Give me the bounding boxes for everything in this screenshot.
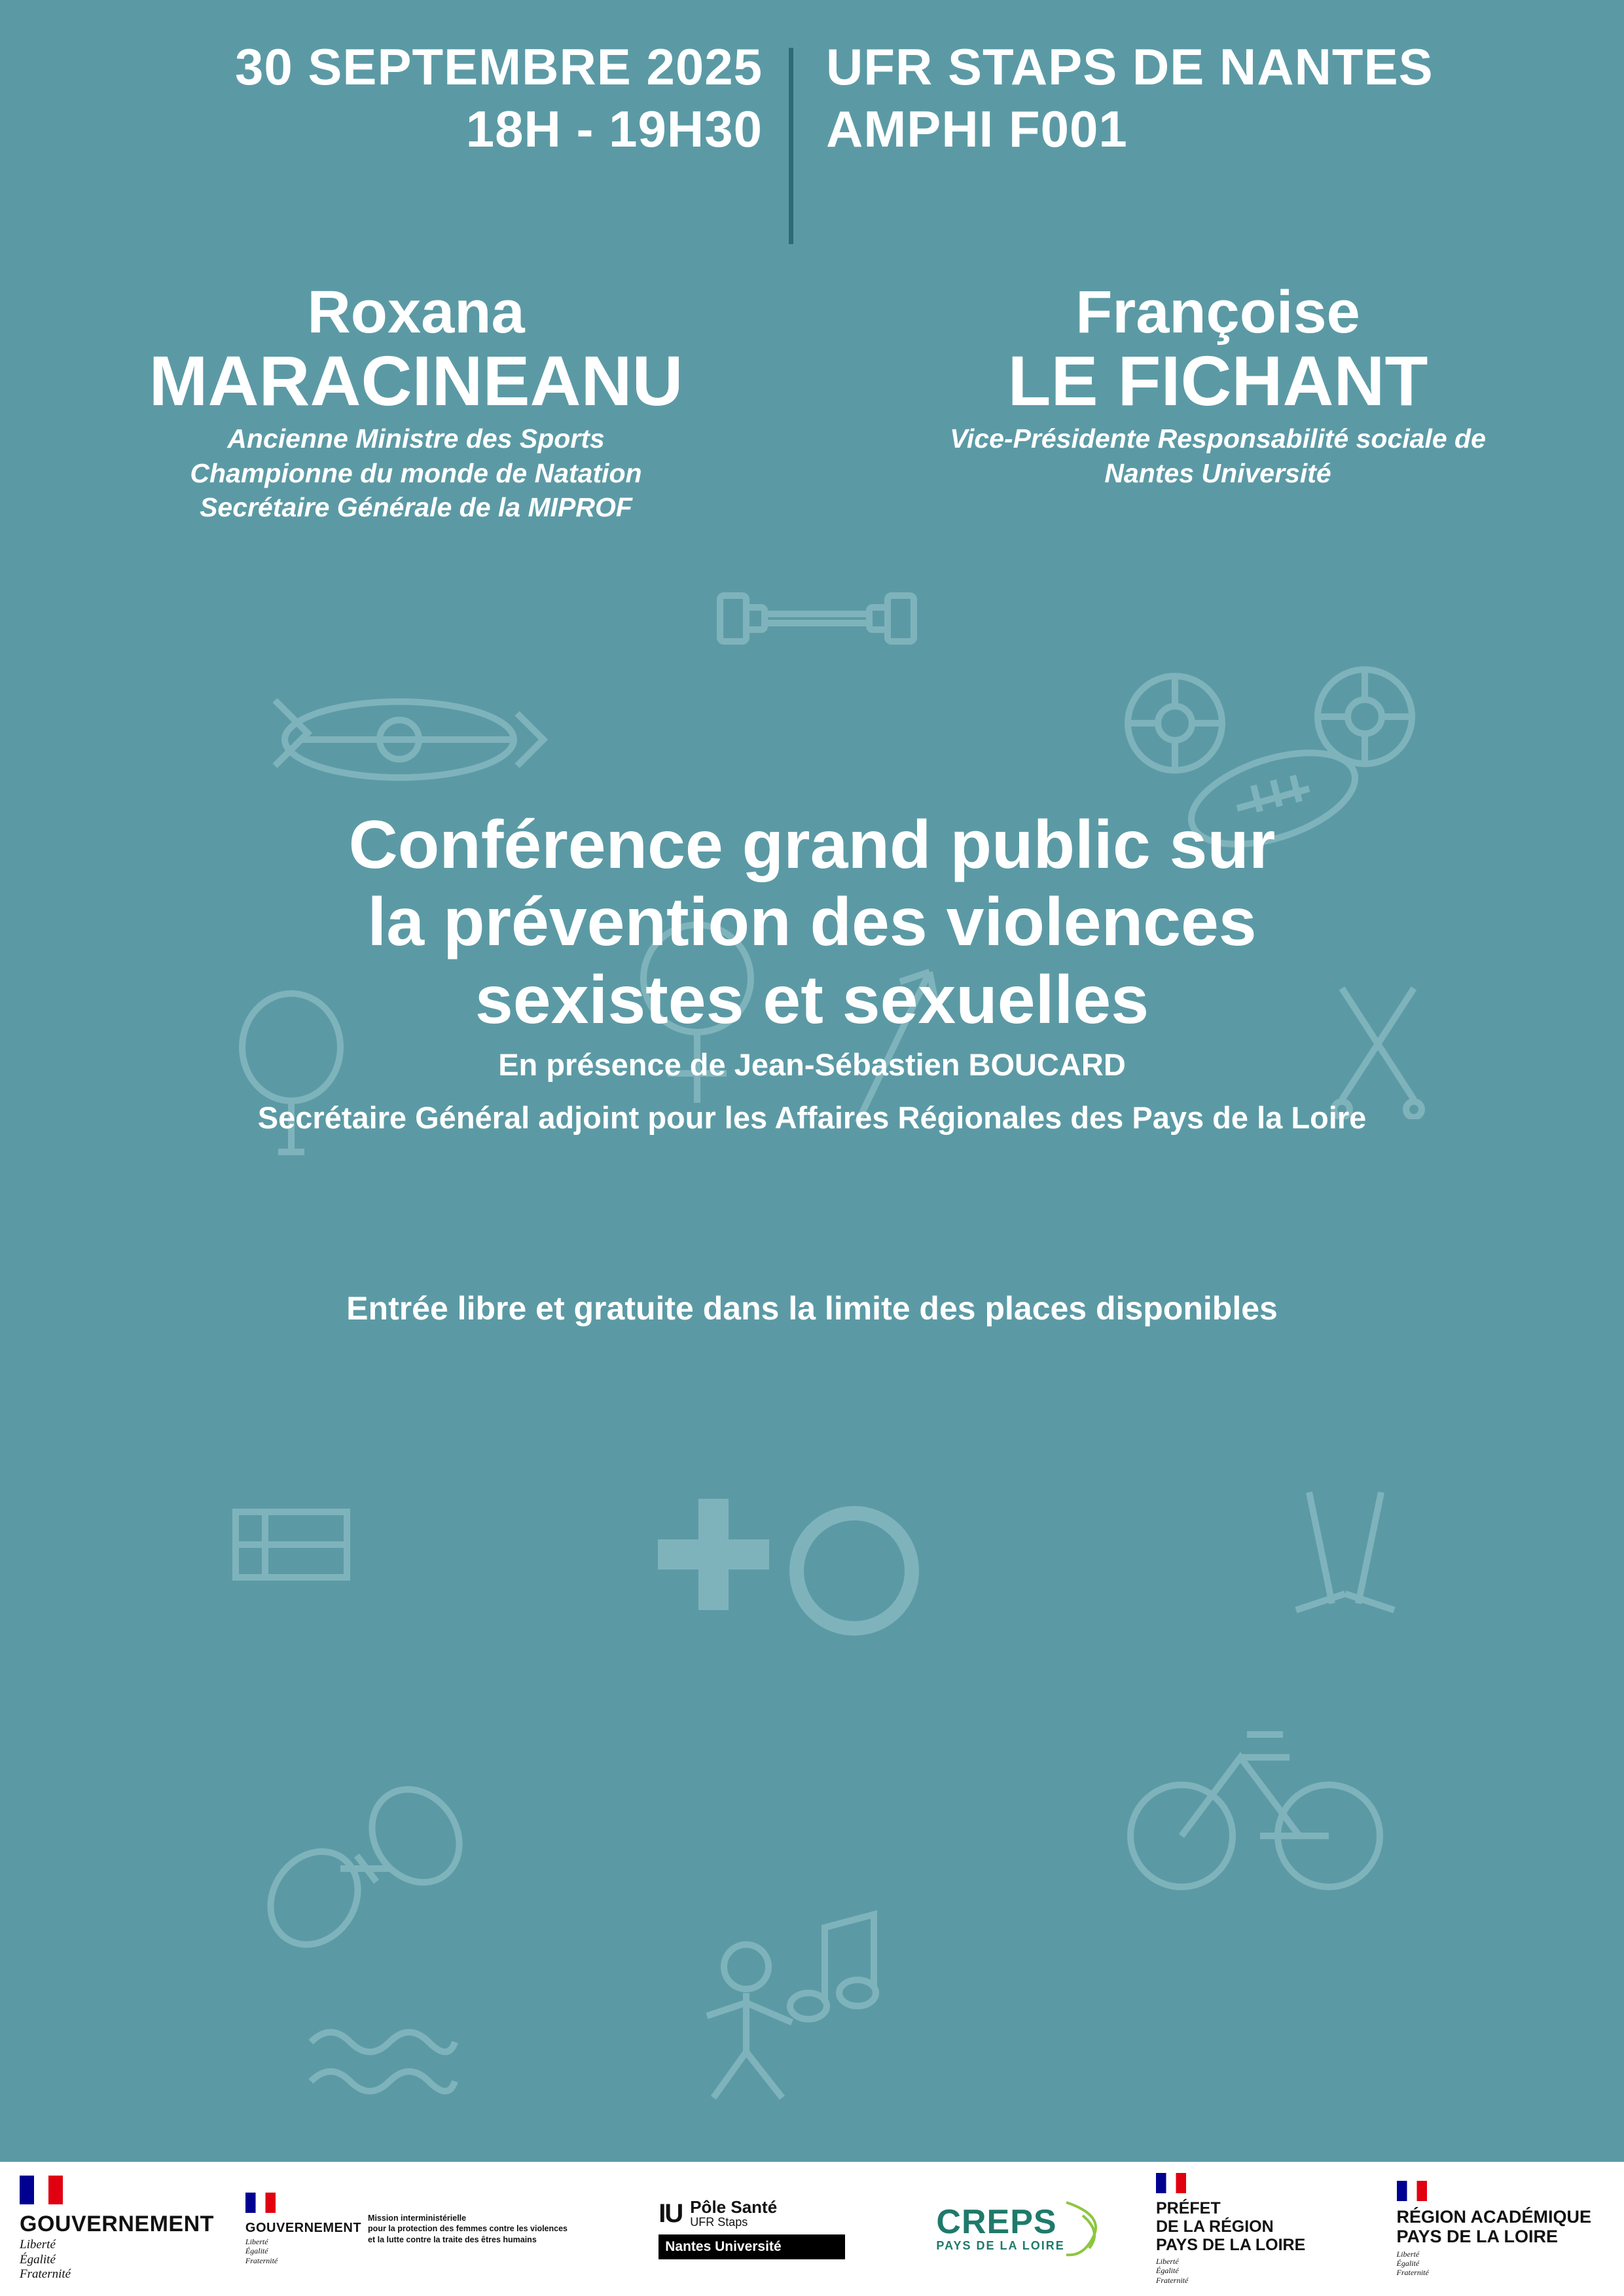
logo-gouvernement xyxy=(20,2176,214,2282)
speaker-role-line: Secrétaire Générale de la MIPROF xyxy=(200,492,632,523)
event-venue: UFR STAPS DE NANTES xyxy=(826,38,1434,96)
region-lines xyxy=(1397,2207,1592,2246)
region-devise xyxy=(1397,2250,1592,2277)
logo-miprof-caption xyxy=(368,2213,568,2245)
speaker-last-name: MARACINEANU xyxy=(149,340,683,420)
miprof-caption-line: Mission interministérielle xyxy=(368,2214,467,2223)
nantes-universite-mark-icon: IU xyxy=(659,2198,683,2228)
region-line: RÉGION ACADÉMIQUE xyxy=(1396,2207,1592,2227)
french-flag-icon xyxy=(245,2193,276,2213)
pole-sante-title: Pôle Santé xyxy=(690,2197,778,2217)
guest-presence-line: En présence de Jean-Sébastien BOUCARD xyxy=(498,1047,1126,1083)
goal-icon xyxy=(216,1492,380,1597)
poster-header xyxy=(0,0,1624,244)
logo-nantes-universite xyxy=(659,2198,845,2259)
music-note-icon xyxy=(779,1898,897,2029)
speaker-roles xyxy=(20,422,812,524)
logo-gouvernement-label: GOUVERNEMENT xyxy=(20,2212,214,2237)
ski-icon xyxy=(1270,1479,1420,1630)
speaker-first-name: Roxana xyxy=(307,279,525,346)
devise-line: Liberté xyxy=(1396,2249,1420,2259)
conference-title-line-3: sexistes et sexuelles xyxy=(475,961,1149,1038)
circle-outline-icon xyxy=(782,1499,926,1643)
event-room: AMPHI F001 xyxy=(826,100,1128,158)
event-time: 18H - 19H30 xyxy=(465,100,763,158)
speaker-role-line: Nantes Université xyxy=(1104,457,1331,488)
speaker-maracineanu xyxy=(20,279,825,525)
speaker-roles xyxy=(832,422,1604,490)
devise-line: Liberté xyxy=(1156,2257,1179,2267)
devise-line: Égalité xyxy=(1156,2266,1179,2276)
logo-miprof-gouv-label: GOUVERNEMENT xyxy=(245,2221,362,2236)
french-flag-icon xyxy=(20,2176,63,2204)
guest-role-line: Secrétaire Général adjoint pour les Affaires Régionales des Pays de la Loire xyxy=(257,1100,1367,1136)
plus-icon xyxy=(645,1486,782,1623)
miprof-caption-line: pour la protection des femmes contre les violences xyxy=(368,2224,568,2234)
devise-line: Fraternité xyxy=(1396,2267,1429,2277)
speaker-role-line: Vice-Présidente Responsabilité sociale de xyxy=(950,423,1486,454)
bicycle-icon xyxy=(1126,1695,1388,1898)
logo-prefet-region xyxy=(1156,2173,1305,2284)
header-datetime xyxy=(0,36,789,160)
devise-line: Liberté xyxy=(245,2237,268,2247)
devise-line: Égalité xyxy=(1396,2258,1420,2268)
devise-line: Fraternité xyxy=(1156,2275,1189,2285)
creps-subtitle: PAYS DE LA LOIRE xyxy=(936,2239,1065,2252)
speaker-first-name: Françoise xyxy=(1075,279,1360,346)
prefet-lines xyxy=(1156,2199,1305,2254)
conference-title-line-1: Conférence grand public sur xyxy=(348,806,1276,883)
region-line: PAYS DE LA LOIRE xyxy=(1396,2227,1559,2247)
french-flag-icon xyxy=(1156,2173,1186,2193)
conference-title xyxy=(0,806,1624,1039)
speaker-role-line: Ancienne Ministre des Sports xyxy=(227,423,605,454)
speaker-le-fichant xyxy=(825,279,1604,525)
header-location xyxy=(793,36,1434,160)
logo-gouvernement-devise xyxy=(20,2238,214,2282)
runner-icon xyxy=(668,1931,884,2108)
logo-creps xyxy=(936,2205,1064,2253)
footer-logo-bar xyxy=(0,2162,1624,2296)
conference-title-line-2: la prévention des violences xyxy=(367,884,1257,961)
badminton-icon xyxy=(242,1748,478,1957)
prefet-line: PAYS DE LA LOIRE xyxy=(1156,2236,1306,2255)
french-flag-icon xyxy=(1397,2181,1427,2201)
devise-line: Fraternité xyxy=(20,2267,71,2282)
entry-note: Entrée libre et gratuite dans la limite des places disponibles xyxy=(346,1290,1278,1327)
header-divider xyxy=(789,48,793,244)
ufr-staps-subtitle: UFR Staps xyxy=(690,2215,748,2229)
prefet-line: PRÉFET xyxy=(1156,2199,1221,2218)
prefet-line: DE LA RÉGION xyxy=(1156,2217,1274,2236)
logo-miprof-devise xyxy=(245,2237,361,2265)
logo-miprof xyxy=(245,2193,568,2265)
pool-icon xyxy=(298,2003,468,2121)
devise-line: Égalité xyxy=(20,2252,56,2267)
logo-region-academique xyxy=(1397,2181,1592,2277)
speaker-role-line: Championne du monde de Natation xyxy=(190,457,642,488)
devise-line: Égalité xyxy=(245,2246,268,2256)
prefet-devise xyxy=(1156,2257,1305,2284)
devise-line: Fraternité xyxy=(245,2255,278,2265)
devise-line: Liberté xyxy=(20,2238,56,2252)
creps-label: CREPS xyxy=(936,2203,1057,2241)
nantes-universite-bar-label: Nantes Université xyxy=(659,2234,845,2259)
miprof-caption-line: et la lutte contre la traite des êtres humains xyxy=(368,2234,537,2244)
speaker-last-name: LE FICHANT xyxy=(1007,340,1428,420)
event-date: 30 SEPTEMBRE 2025 xyxy=(234,38,763,96)
creps-swirl-icon xyxy=(1053,2196,1112,2261)
speakers-section xyxy=(0,279,1624,525)
